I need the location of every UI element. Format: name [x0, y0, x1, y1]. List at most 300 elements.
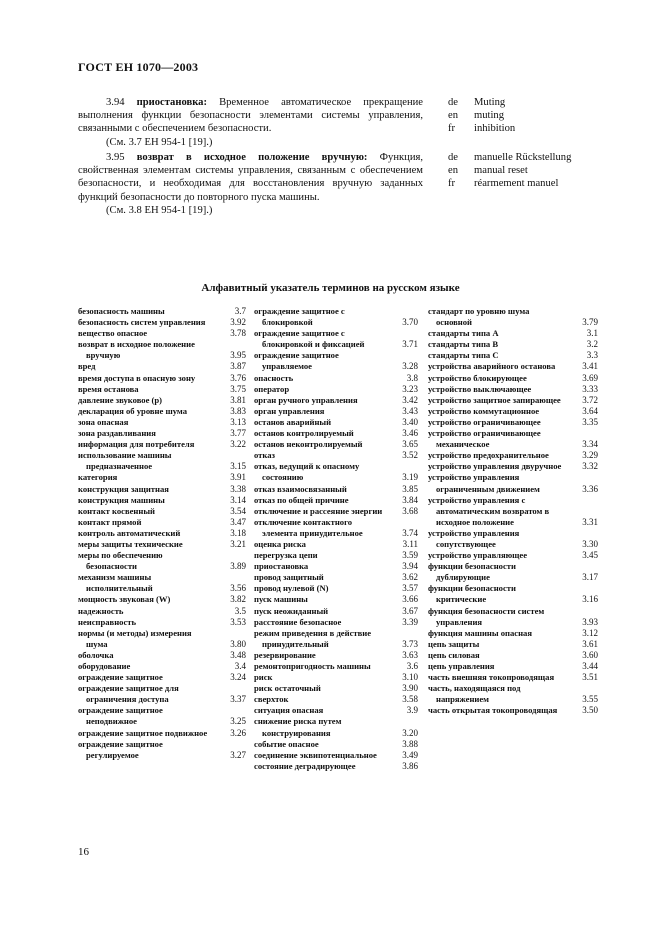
index-entry: [254, 661, 418, 672]
index-term: ограждение защитное подвижное: [78, 727, 208, 738]
index-entry: [254, 694, 418, 705]
index-term: ограждение защитное для ограничения доступа: [78, 683, 179, 705]
index-clause-number: 3.2: [586, 339, 598, 350]
index-clause-number: 3.25: [230, 716, 246, 727]
index-clause-number: 3.61: [582, 638, 598, 649]
translations-3-94: [448, 96, 515, 136]
index-clause-number: 3.9: [406, 705, 418, 716]
index-term: конструкция защитная: [78, 483, 169, 494]
definition-source: (См. 3.7 ЕН 954-1 [19].): [106, 136, 213, 148]
index-term: часть внешняя токопроводящая: [428, 672, 555, 683]
index-clause-number: 3.87: [230, 361, 246, 372]
lang-code: en: [448, 165, 458, 177]
index-clause-number: 3.83: [230, 405, 246, 416]
index-clause-number: 3.23: [402, 383, 418, 394]
index-entry: [428, 395, 598, 406]
lang-code: fr: [448, 178, 456, 190]
index-clause-number: 3.26: [230, 727, 246, 738]
index-term: ситуация опасная: [254, 705, 324, 716]
index-term: устройство защитное запирающее: [428, 394, 561, 405]
index-term: опасность: [254, 372, 294, 383]
index-term: отключение контактного элемента принудительное: [254, 516, 363, 538]
index-clause-number: 3.14: [230, 494, 246, 505]
index-entry: [428, 583, 598, 605]
index-entry: [78, 705, 246, 727]
index-term: оценка риска: [254, 538, 306, 549]
index-entry: [78, 339, 246, 361]
index-clause-number: 3.4: [234, 661, 246, 671]
index-clause-number: 3.69: [582, 372, 598, 383]
index-entry: [428, 528, 598, 550]
index-clause-number: 3.15: [230, 461, 246, 472]
index-clause-number: 3.60: [582, 649, 598, 660]
index-entry: [78, 539, 246, 550]
index-clause-number: 3.44: [582, 661, 598, 671]
index-entry: [78, 550, 246, 572]
index-clause-number: 3.12: [582, 627, 598, 638]
index-entry: [428, 373, 598, 384]
index-clause-number: 3.29: [582, 450, 598, 461]
index-entry: [254, 373, 418, 384]
index-term: категория: [78, 472, 118, 483]
index-entry: [78, 450, 246, 472]
index-term: снижение риска путем конструирования: [254, 716, 342, 738]
index-term: устройство ограничивающее: [428, 416, 541, 427]
index-entry: [254, 417, 418, 428]
index-term: провод защитный: [254, 572, 324, 583]
index-entry: [78, 517, 246, 528]
index-clause-number: 3.11: [402, 538, 418, 549]
definition-term: приостановка:: [136, 97, 207, 108]
index-term: устройство управляющее: [428, 550, 528, 561]
index-term: режим приведения в действие принудительный: [254, 627, 372, 649]
index-clause-number: 3.58: [402, 694, 418, 705]
index-term: оператор: [254, 383, 290, 394]
index-entry: [78, 606, 246, 617]
index-term: риск: [254, 672, 273, 683]
definition-text: Функция, свойственная элементам системы управления, связанным с обеспечением безопасности, и необходимая для восстановления вручную заданных функций безопасности до повторного пуска машины.: [78, 152, 424, 203]
index-entry: [78, 572, 246, 594]
index-entry: [428, 339, 598, 350]
index-term: устройство управления ограниченным движением: [428, 472, 540, 494]
index-entry: [78, 628, 246, 650]
index-clause-number: 3.70: [402, 317, 418, 328]
index-clause-number: 3.28: [402, 361, 418, 372]
index-term: расстояние безопасное: [254, 616, 342, 627]
index-entry: [428, 606, 598, 628]
lang-code: fr: [448, 123, 456, 135]
index-entry: [254, 628, 418, 650]
index-entry: [254, 306, 418, 328]
index-clause-number: 3.24: [230, 672, 246, 683]
index-clause-number: 3.71: [402, 339, 418, 350]
index-entry: [78, 506, 246, 517]
definition-source: (См. 3.8 ЕН 954-1 [19].): [106, 204, 213, 216]
index-clause-number: 3.66: [402, 594, 418, 605]
index-entry: [428, 550, 598, 561]
index-entry: [428, 561, 598, 583]
index-term: орган ручного управления: [254, 394, 358, 405]
index-term: конструкция машины: [78, 494, 165, 505]
index-clause-number: 3.47: [230, 516, 246, 527]
translation-text: Muting: [474, 97, 506, 108]
index-term: резервирование: [254, 649, 316, 660]
index-clause-number: 3.76: [230, 372, 246, 383]
index-clause-number: 3.37: [230, 694, 246, 705]
index-entry: [78, 661, 246, 672]
index-column-1: [78, 306, 246, 761]
index-entry: [254, 606, 418, 617]
index-entry: [254, 739, 418, 750]
index-term: контакт прямой: [78, 516, 142, 527]
index-entry: [78, 495, 246, 506]
definition-term: возврат в исходное положение вручную:: [136, 152, 368, 163]
index-entry: [254, 672, 418, 683]
index-entry: [78, 428, 246, 439]
index-term: функции безопасности дублирующие: [428, 561, 516, 583]
index-entry: [78, 484, 246, 495]
index-entry: [78, 306, 246, 317]
index-term: контакт косвенный: [78, 505, 155, 516]
translations-3-95: [448, 151, 571, 191]
index-term: стандарт по уровню шума основной: [428, 306, 530, 328]
definition-3-95: [78, 151, 423, 217]
index-entry: [254, 750, 418, 761]
index-entry: [428, 350, 598, 361]
index-entry: [428, 495, 598, 528]
translation-text: manual reset: [474, 165, 528, 177]
index-clause-number: 3.3: [586, 350, 598, 361]
index-entry: [254, 550, 418, 561]
index-clause-number: 3.13: [230, 416, 246, 427]
index-clause-number: 3.79: [582, 317, 598, 328]
index-term: стандарты типа С: [428, 350, 499, 361]
index-entry: [428, 683, 598, 705]
index-entry: [428, 328, 598, 339]
index-term: оборудование: [78, 661, 131, 671]
index-term: провод нулевой (N): [254, 583, 329, 594]
index-term: возврат в исходное положение вручную: [78, 339, 195, 361]
index-term: зона опасная: [78, 416, 129, 427]
index-clause-number: 3.38: [230, 483, 246, 494]
index-clause-number: 3.46: [402, 428, 418, 439]
index-clause-number: 3.68: [402, 505, 418, 516]
index-clause-number: 3.80: [230, 638, 246, 649]
index-column-3: [428, 306, 598, 716]
index-clause-number: 3.34: [582, 439, 598, 450]
index-entry: [78, 728, 246, 739]
index-clause-number: 3.84: [402, 494, 418, 505]
index-entry: [78, 317, 246, 328]
index-entry: [254, 461, 418, 483]
index-term: неисправность: [78, 616, 137, 627]
index-entry: [254, 350, 418, 372]
index-clause-number: 3.72: [582, 394, 598, 405]
index-term: часть, находящаяся под напряжением: [428, 683, 521, 705]
index-entry: [78, 395, 246, 406]
index-clause-number: 3.56: [230, 583, 246, 594]
index-entry: [78, 650, 246, 661]
index-entry: [254, 716, 418, 738]
index-clause-number: 3.86: [402, 760, 418, 771]
index-term: ремонтопригодность машины: [254, 661, 371, 671]
index-entry: [254, 495, 418, 506]
index-term: использование машины предназначенное: [78, 450, 172, 472]
translation-text: réarmement manuel: [474, 178, 559, 190]
index-term: стандарты типа А: [428, 328, 499, 339]
index-clause-number: 3.30: [582, 538, 598, 549]
index-entry: [254, 561, 418, 572]
index-entry: [428, 461, 598, 472]
index-clause-number: 3.48: [230, 649, 246, 660]
index-entry: [78, 384, 246, 395]
index-term: мощность звуковая (W): [78, 594, 171, 605]
index-entry: [254, 705, 418, 716]
index-clause-number: 3.59: [402, 550, 418, 561]
index-entry: [254, 517, 418, 539]
index-term: надежность: [78, 605, 124, 616]
index-entry: [254, 506, 418, 517]
index-term: функции безопасности критические: [428, 583, 516, 605]
index-entry: [78, 406, 246, 417]
index-term: время останова: [78, 383, 139, 394]
index-entry: [254, 395, 418, 406]
index-term: информация для потребителя: [78, 439, 195, 450]
index-clause-number: 3.22: [230, 439, 246, 450]
index-term: устройство ограничивающее механическое: [428, 428, 541, 450]
definition-text: Временное автоматическое прекращение выполнения функции безопасности элементами системы управления, связанными с обеспечением безопасности.: [78, 97, 423, 135]
index-clause-number: 3.41: [582, 361, 598, 372]
index-clause-number: 3.95: [230, 350, 246, 361]
index-clause-number: 3.33: [582, 383, 598, 394]
index-term: ограждение защитное управляемое: [254, 350, 339, 372]
index-term: контроль автоматический: [78, 527, 181, 538]
index-clause-number: 3.88: [402, 738, 418, 749]
index-entry: [254, 328, 418, 350]
index-entry: [254, 650, 418, 661]
index-entry: [78, 417, 246, 428]
index-term: механизм машины исполнительный: [78, 572, 153, 594]
index-clause-number: 3.49: [402, 749, 418, 760]
index-term: стандарты типа В: [428, 339, 499, 350]
index-term: событие опасное: [254, 738, 319, 749]
index-term: меры защиты технические: [78, 538, 183, 549]
index-title: Алфавитный указатель терминов на русском языке: [201, 282, 460, 294]
index-entry: [428, 306, 598, 328]
index-term: пуск неожиданный: [254, 605, 329, 616]
index-entry: [428, 628, 598, 639]
index-clause-number: 3.32: [582, 461, 598, 472]
index-entry: [428, 361, 598, 372]
index-clause-number: 3.77: [230, 428, 246, 439]
index-term: нормы (и методы) измерения шума: [78, 627, 192, 649]
index-clause-number: 3.54: [230, 505, 246, 516]
index-clause-number: 3.57: [402, 583, 418, 594]
index-term: соединение эквипотенциальное: [254, 749, 377, 760]
index-entry: [78, 373, 246, 384]
index-term: останов контролируемый: [254, 428, 354, 439]
lang-code: de: [448, 152, 458, 163]
index-clause-number: 3.74: [402, 527, 418, 538]
index-term: оболочка: [78, 649, 114, 660]
index-clause-number: 3.62: [402, 572, 418, 583]
index-entry: [428, 406, 598, 417]
index-clause-number: 3.89: [230, 561, 246, 572]
definition-3-94: [78, 96, 423, 149]
index-term: отключение и рассеяние энергии: [254, 505, 383, 516]
index-term: устройства аварийного останова: [428, 361, 556, 372]
index-clause-number: 3.42: [402, 394, 418, 405]
index-clause-number: 3.6: [406, 661, 418, 671]
index-term: пуск машины: [254, 594, 308, 605]
index-term: орган управления: [254, 405, 325, 416]
index-clause-number: 3.17: [582, 572, 598, 583]
index-entry: [428, 417, 598, 428]
index-clause-number: 3.81: [230, 394, 246, 405]
index-term: отказ, ведущий к опасному состоянию: [254, 461, 360, 483]
index-entry: [428, 428, 598, 450]
index-entry: [254, 539, 418, 550]
index-term: безопасность систем управления: [78, 317, 206, 328]
index-clause-number: 3.82: [230, 594, 246, 605]
index-entry: [254, 439, 418, 450]
index-term: отказ по общей причине: [254, 494, 349, 505]
index-term: перегрузка цепи: [254, 550, 318, 561]
index-term: состояние деградирующее: [254, 760, 356, 771]
index-clause-number: 3.51: [582, 672, 598, 683]
index-entry: [78, 528, 246, 539]
index-entry: [78, 594, 246, 605]
index-clause-number: 3.40: [402, 416, 418, 427]
index-entry: [78, 672, 246, 683]
index-term: функция безопасности систем управления: [428, 605, 545, 627]
index-clause-number: 3.91: [230, 472, 246, 483]
index-clause-number: 3.94: [402, 561, 418, 572]
index-term: риск остаточный: [254, 683, 321, 694]
index-term: устройство выключающее: [428, 383, 532, 394]
index-entry: [78, 361, 246, 372]
index-entry: [428, 639, 598, 650]
translation-text: inhibition: [474, 123, 516, 135]
index-term: ограждение защитное неподвижное: [78, 705, 163, 727]
translation-text: manuelle Rückstellung: [474, 152, 572, 163]
index-clause-number: 3.5: [234, 605, 246, 616]
index-term: зона раздавливания: [78, 428, 156, 439]
index-entry: [254, 428, 418, 439]
index-clause-number: 3.35: [582, 416, 598, 427]
index-clause-number: 3.19: [402, 472, 418, 483]
index-term: устройство предохранительное: [428, 450, 549, 461]
index-column-2: [254, 306, 418, 772]
index-term: ограждение защитное: [78, 672, 163, 683]
index-term: ограждение защитное с блокировкой и фиксацией: [254, 328, 365, 350]
index-term: часть открытая токопроводящая: [428, 705, 558, 716]
index-term: приостановка: [254, 561, 309, 572]
index-clause-number: 3.93: [582, 616, 598, 627]
index-clause-number: 3.45: [582, 550, 598, 561]
index-term: сверхток: [254, 694, 289, 705]
index-term: время доступа в опасную зону: [78, 372, 196, 383]
index-term: останов аварийный: [254, 416, 332, 427]
index-clause-number: 3.21: [230, 538, 246, 549]
index-entry: [254, 583, 418, 594]
index-term: безопасность машины: [78, 306, 165, 316]
index-entry: [78, 683, 246, 705]
index-clause-number: 3.64: [582, 405, 598, 416]
index-entry: [78, 739, 246, 761]
index-entry: [78, 328, 246, 339]
index-term: останов неконтролируемый: [254, 439, 363, 450]
index-entry: [428, 450, 598, 461]
index-term: цепь управления: [428, 661, 495, 671]
index-entry: [254, 683, 418, 694]
index-term: ограждение защитное с блокировкой: [254, 306, 345, 328]
page-header: ГОСТ ЕН 1070—2003: [78, 60, 199, 74]
index-term: декларация об уровне шума: [78, 405, 187, 416]
index-clause-number: 3.31: [582, 516, 598, 527]
lang-code: en: [448, 110, 458, 122]
index-clause-number: 3.73: [402, 638, 418, 649]
index-clause-number: 3.18: [230, 527, 246, 538]
index-clause-number: 3.52: [402, 450, 418, 461]
index-clause-number: 3.90: [402, 683, 418, 694]
index-term: цепь силовая: [428, 649, 480, 660]
index-entry: [428, 472, 598, 494]
definition-number: 3.94: [106, 97, 125, 108]
index-entry: [254, 761, 418, 772]
index-term: давление звуковое (p): [78, 394, 163, 405]
index-clause-number: 3.65: [402, 439, 418, 450]
index-clause-number: 3.67: [402, 605, 418, 616]
index-clause-number: 3.92: [230, 317, 246, 328]
index-term: вещество опасное: [78, 328, 148, 339]
index-term: меры по обеспечению безопасности: [78, 550, 163, 572]
index-term: устройство управления двуручное: [428, 461, 562, 472]
index-term: отказ взаимосвязанный: [254, 483, 347, 494]
index-entry: [254, 594, 418, 605]
index-clause-number: 3.20: [402, 727, 418, 738]
index-entry: [254, 617, 418, 628]
index-entry: [254, 406, 418, 417]
index-term: устройство управления сопутствующее: [428, 527, 520, 549]
index-clause-number: 3.75: [230, 383, 246, 394]
index-entry: [78, 472, 246, 483]
index-entry: [254, 572, 418, 583]
index-term: устройство блокирующее: [428, 372, 527, 383]
index-clause-number: 3.16: [582, 594, 598, 605]
index-entry: [428, 705, 598, 716]
index-entry: [428, 650, 598, 661]
index-clause-number: 3.55: [582, 694, 598, 705]
index-clause-number: 3.63: [402, 649, 418, 660]
index-clause-number: 3.1: [586, 328, 598, 339]
lang-code: de: [448, 97, 458, 108]
translation-text: muting: [474, 110, 505, 122]
index-entry: [78, 439, 246, 450]
index-term: функция машины опасная: [428, 627, 532, 638]
index-clause-number: 3.53: [230, 616, 246, 627]
index-clause-number: 3.8: [406, 372, 418, 383]
index-clause-number: 3.36: [582, 483, 598, 494]
index-entry: [428, 672, 598, 683]
index-entry: [254, 484, 418, 495]
index-entry: [428, 661, 598, 672]
index-entry: [78, 617, 246, 628]
index-entry: [428, 384, 598, 395]
index-clause-number: 3.7: [234, 306, 246, 316]
index-entry: [254, 384, 418, 395]
index-term: отказ: [254, 450, 275, 461]
